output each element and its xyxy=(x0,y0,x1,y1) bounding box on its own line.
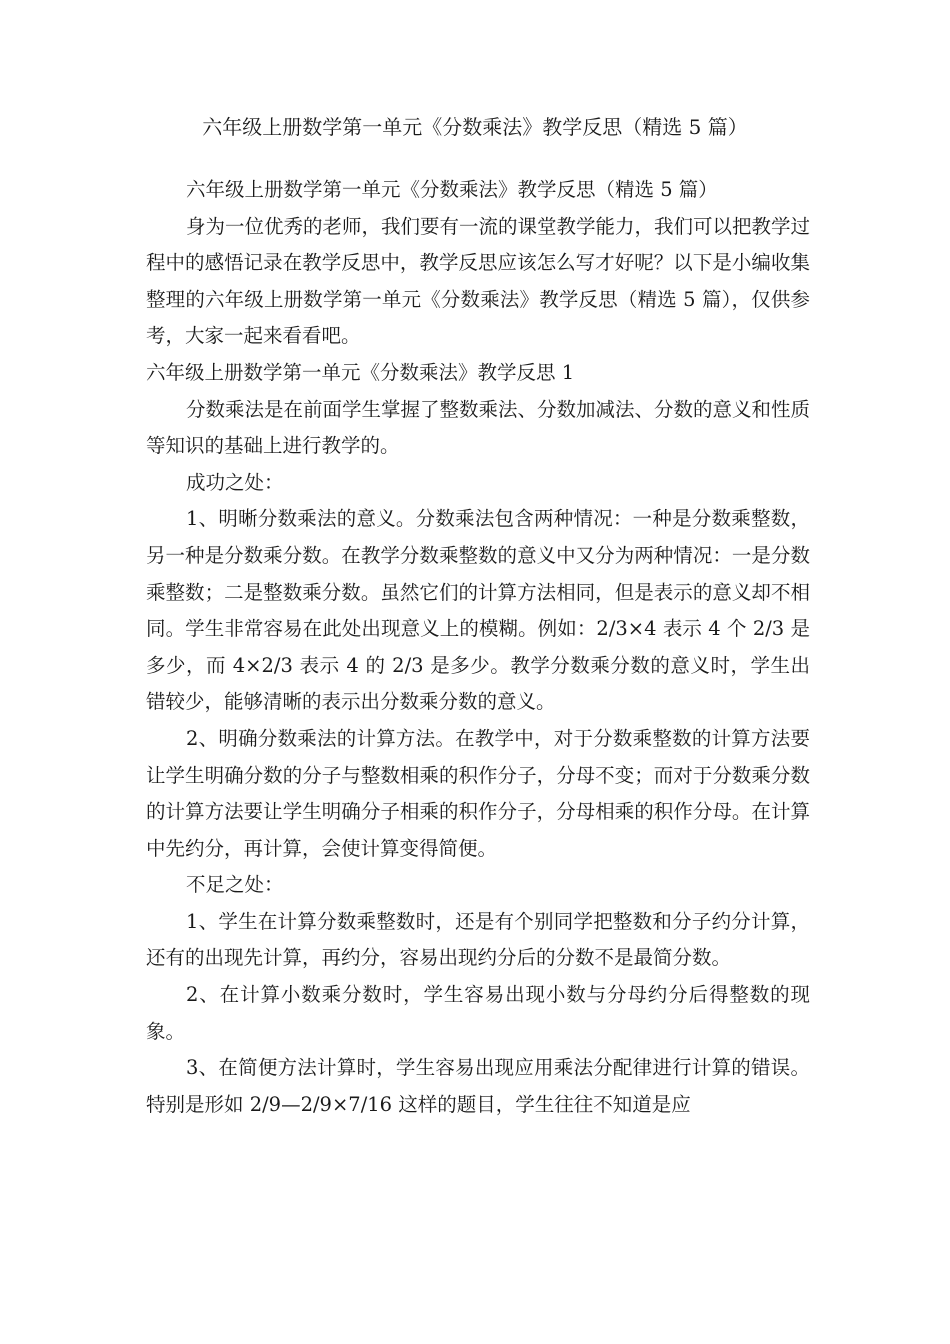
paragraph: 2、明确分数乘法的计算方法。在教学中，对于分数乘整数的计算方法要让学生明确分数的分子与整数相乘的积作分子，分母不变；而对于分数乘分数的计算方法要让学生明确分子相乘的积作分子，分母相乘的积作分母。在计算中先约分，再计算，会使计算变得简便。 xyxy=(146,726,810,860)
paragraph: 2、在计算小数乘分数时，学生容易出现小数与分母约分后得整数的现象。 xyxy=(146,983,810,1043)
body-subtitle: 六年级上册数学第一单元《分数乘法》教学反思（精选 5 篇） xyxy=(186,178,718,201)
subheading-success: 成功之处： xyxy=(186,470,284,494)
paragraph: 1、学生在计算分数乘整数时，还是有个别同学把整数和分子约分计算，还有的出现先计算，再约分，容易出现约分后的分数不是最简分数。 xyxy=(146,909,810,970)
paragraph: 1、明晰分数乘法的意义。分数乘法包含两种情况：一种是分数乘整数，另一种是分数乘分数。在教学分数乘整数的意义中又分为两种情况：一是分数乘整数；二是整数乘分数。虽然它们的计算方法相同，但是表示的意义却不相同。学生非常容易在此处出现意义上的模糊。例如：2/3×4 表示 4 个 2/3 是多少，而 4×2/3 表示 4 的 2/3 是多少。教学分数乘分数的意义时，学生出错较少，能够清晰的表示出分数乘分数的意义。 xyxy=(146,507,810,714)
document-title: 六年级上册数学第一单元《分数乘法》教学反思（精选 5 篇） xyxy=(202,115,748,139)
paragraph: 3、在简便方法计算时，学生容易出现应用乘法分配律进行计算的错误。特别是形如 2/9—2/9×7/16 这样的题目，学生往往不知道是应 xyxy=(146,1056,810,1116)
subheading-shortcomings: 不足之处： xyxy=(186,873,284,897)
document-body xyxy=(146,172,810,1123)
paragraph: 分数乘法是在前面学生掌握了整数乘法、分数加减法、分数的意义和性质等知识的基础上进行教学的。 xyxy=(146,397,811,458)
intro-paragraph: 身为一位优秀的老师，我们要有一流的课堂教学能力，我们可以把教学过程中的感悟记录在教学反思中，教学反思应该怎么写才好呢？以下是小编收集整理的六年级上册数学第一单元《分数乘法》教学反思（精选 5 篇），仅供参考，大家一起来看看吧。 xyxy=(146,214,811,348)
section-heading: 六年级上册数学第一单元《分数乘法》教学反思 1 xyxy=(146,360,575,384)
